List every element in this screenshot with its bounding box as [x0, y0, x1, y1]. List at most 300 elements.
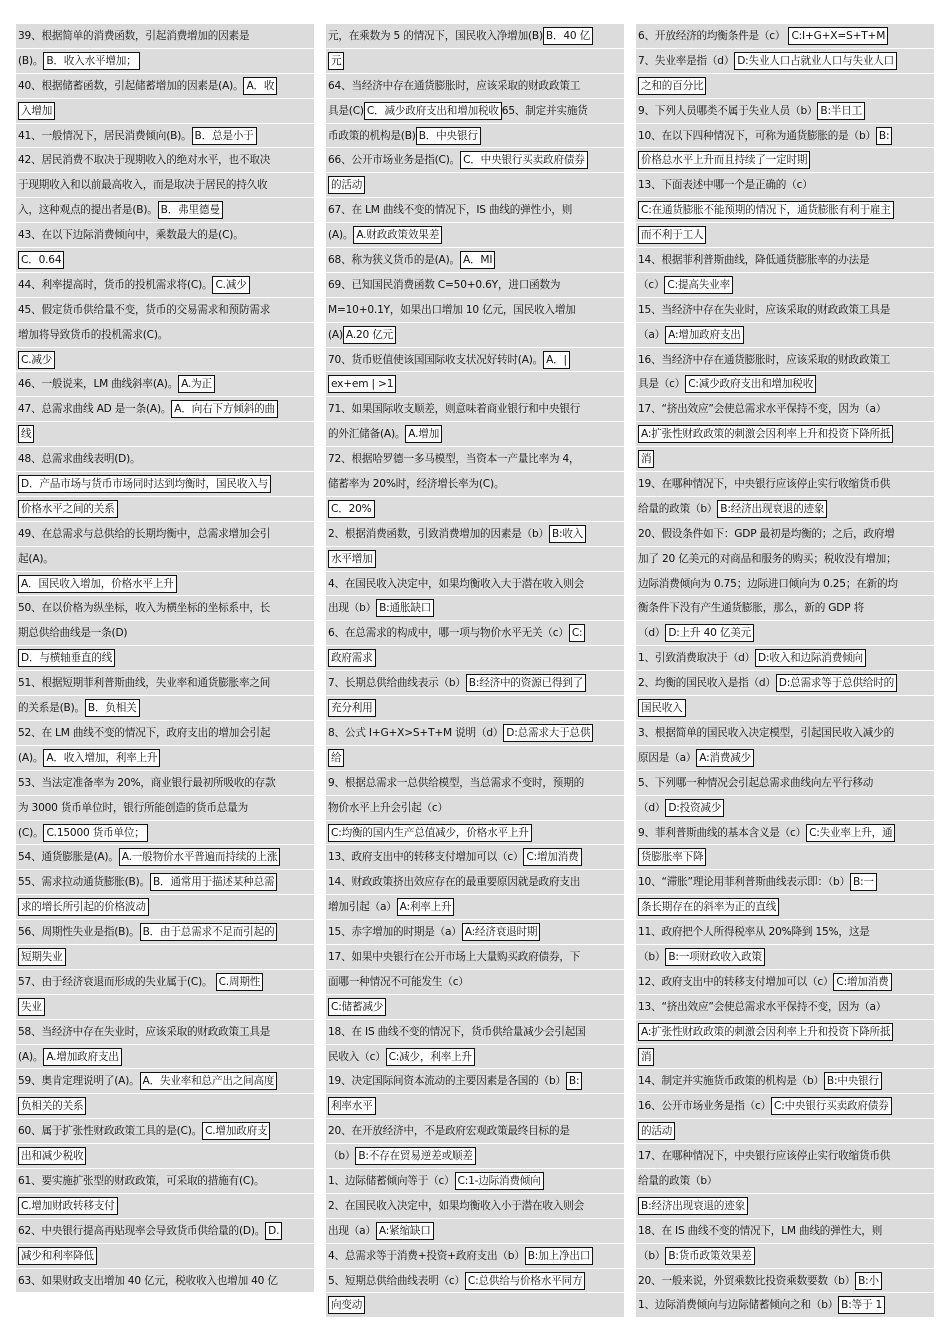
answer-box: 的活动 [638, 1122, 675, 1140]
text-line [326, 646, 624, 671]
text-line [16, 348, 314, 373]
question-text: 10、“滞胀”理论用菲利普斯曲线表示即：（b） [638, 876, 850, 889]
text-line [16, 497, 314, 522]
question-text: 60、属于扩张性财政政策工具的是(C)。 [18, 1125, 203, 1138]
question-text: 民收入（c） [328, 1050, 386, 1063]
text-line [636, 646, 934, 671]
answer-box: C:中央银行买卖政府债券 [771, 1097, 892, 1115]
answer-box: A:利率上升 [397, 898, 455, 916]
text-line [16, 1045, 314, 1070]
text-line [326, 821, 624, 846]
question-text: 的外汇储备(A)。 [328, 428, 406, 441]
question-text: 49、在总需求与总供给的长期均衡中，总需求增加会引 [18, 527, 271, 540]
answer-box: A．失业率和总产出之间高度 [140, 1072, 278, 1090]
question-text: 面哪一种情况不可能发生（c） [328, 975, 469, 988]
answer-box: C．中央银行买卖政府债券 [460, 151, 588, 169]
text-line [326, 920, 624, 945]
question-text: 66、公开市场业务是指(C)。 [328, 154, 461, 167]
question-text: 币政策的机构是(B) [328, 129, 416, 142]
text-line [326, 223, 624, 248]
text-line [16, 796, 314, 821]
question-text: 增加将导致货币的投机需求(C)。 [18, 328, 169, 341]
answer-box: A.一般物价水平普遍而持续的上涨 [119, 848, 281, 866]
text-line [326, 945, 624, 970]
text-line [16, 1169, 314, 1194]
answer-box: D:总需求大于总供 [503, 724, 593, 742]
question-text: 50、在以价格为纵坐标，收入为横坐标的坐标系中，长 [18, 602, 271, 615]
question-text: 6、开放经济的均衡条件是（c） [638, 30, 789, 42]
text-line [636, 1045, 934, 1070]
question-text: (A)。 [328, 229, 354, 242]
question-text: 9、根据总需求一总供给模型，当总需求不变时，预期的 [328, 776, 584, 789]
question-text: 1、引致消费取决于（d） [638, 652, 756, 665]
answer-box: C:减少政府支出和增加税收 [685, 375, 816, 393]
answer-box: 求的增长所引起的价格波动 [18, 898, 149, 916]
answer-box: 失业 [18, 998, 45, 1016]
answer-box: B．负相关 [85, 699, 140, 717]
text-line [326, 372, 624, 397]
column-middle [326, 24, 624, 1318]
answer-box: 线 [18, 425, 34, 443]
question-text: 55、需求拉动通货膨胀(B)。 [18, 876, 150, 889]
answer-box: C.15000 货币单位； [43, 824, 147, 842]
answer-box: C:总供给与价格水平同方 [465, 1272, 586, 1290]
answer-box: 消 [638, 1048, 654, 1066]
text-line [636, 472, 934, 497]
question-text: 10、在以下四种情况下，可称为通货膨胀的是（b） [638, 129, 876, 142]
text-line [636, 796, 934, 821]
answer-box: 出和减少税收 [18, 1147, 86, 1165]
question-text: 39、根据简单的消费函数，引起消费增加的因素是 [18, 30, 250, 42]
question-text: 1、边际储蓄倾向等于（c） [328, 1174, 455, 1187]
text-line [16, 248, 314, 273]
answer-box: A．| [543, 351, 570, 369]
text-line [16, 198, 314, 223]
text-line [636, 746, 934, 771]
text-line [636, 148, 934, 173]
text-line [326, 1194, 624, 1219]
question-text: 衡条件下没有产生通货膨胀，那么，新的 GDP 将 [638, 602, 864, 615]
text-line [636, 348, 934, 373]
text-line [636, 1144, 934, 1169]
answer-box: 价格总水平上升而且持续了一定时期 [638, 151, 810, 169]
text-line [16, 1069, 314, 1094]
question-text: 53、当法定准备率为 20%，商业银行最初所吸收的存款 [18, 776, 276, 789]
question-text: （b） [328, 1150, 356, 1163]
text-line [636, 173, 934, 198]
question-text: 1、边际消费倾向与边际储蓄倾向之和（b） [638, 1299, 839, 1312]
text-line [636, 74, 934, 99]
answer-box: D．产品市场与货币市场同时达到均衡时，国民收入与 [18, 475, 271, 493]
answer-box: D:收入和边际消费倾向 [755, 649, 866, 667]
answer-box: D:失业人口占就业人口与失业人口 [734, 52, 897, 70]
text-line [326, 522, 624, 547]
answer-box: B．通常用于描述某种总需 [150, 873, 277, 891]
text-line [636, 845, 934, 870]
question-text: 14、制定并实施货币政策的机构是（b） [638, 1075, 824, 1088]
question-text: （c） [638, 278, 665, 291]
text-line [326, 721, 624, 746]
question-text: 56、周期性失业是指(B)。 [18, 926, 140, 939]
text-line [636, 522, 934, 547]
answer-box: C.减少 [212, 276, 249, 294]
text-line [16, 646, 314, 671]
text-line [636, 547, 934, 572]
answer-box: 负相关的关系 [18, 1097, 86, 1115]
text-line [16, 99, 314, 124]
question-text: 54、通货膨胀是(A)。 [18, 851, 119, 864]
answer-box: B．收入水平增加； [43, 52, 139, 70]
question-text: 为 3000 货币单位时，银行所能创造的货币总量为 [18, 801, 248, 814]
text-line [326, 1244, 624, 1269]
text-line [326, 572, 624, 597]
answer-box: B:收入 [549, 525, 586, 543]
answer-box: 价格水平之间的关系 [18, 500, 118, 518]
text-line [16, 1144, 314, 1169]
text-line [326, 422, 624, 447]
answer-box: 短期失业 [18, 948, 66, 966]
question-text: 45、假定货币供给量不变，货币的交易需求和预防需求 [18, 303, 271, 316]
text-line [16, 1244, 314, 1269]
text-line [326, 1094, 624, 1119]
text-line [326, 1020, 624, 1045]
text-line [16, 895, 314, 920]
text-line [16, 173, 314, 198]
question-text: 71、如果国际收支顺差，则意味着商业银行和中央银行 [328, 403, 581, 416]
answer-box: A．MI [460, 251, 495, 269]
question-text: 57、由于经济衰退而形成的失业属于(C)。 [18, 975, 216, 988]
answer-box: 的活动 [328, 176, 365, 194]
answer-box: A:消费减少 [696, 749, 754, 767]
text-line [326, 497, 624, 522]
question-text: 64、当经济中存在通货膨胀时，应该采取的财政政策工 [328, 79, 581, 92]
question-text: 13、政府支出中的转移支付增加可以（c） [328, 851, 524, 864]
question-text: 4、总需求等于消费+投资+政府支出（b） [328, 1249, 525, 1262]
text-line [16, 1094, 314, 1119]
answer-box: B:经济出现衰退的迹象 [638, 1197, 748, 1215]
text-line [16, 323, 314, 348]
question-text: 46、一般说来，LM 曲线斜率(A)。 [18, 378, 179, 391]
text-line [16, 671, 314, 696]
answer-box: B．由于总需求不足而引起的 [140, 923, 278, 941]
question-text: 于现期收入和以前最高收入，而是取决于居民的持久收 [18, 179, 268, 192]
answer-box: B:小 [855, 1272, 882, 1290]
question-text: 16、当经济中存在通货膨胀时，应该采取的财政政策工 [638, 353, 891, 366]
text-line [326, 1045, 624, 1070]
text-line [16, 422, 314, 447]
text-line [636, 1244, 934, 1269]
question-text: 期总供给曲线是一条(D) [18, 627, 128, 640]
question-text: 68、称为狭义货币的是(A)。 [328, 254, 460, 267]
question-text: 72、根据哈罗德一多马模型，当资本一产量比率为 4， [328, 453, 580, 466]
answer-box: A．向右下方倾斜的曲 [171, 400, 278, 418]
text-line [636, 771, 934, 796]
text-line [636, 323, 934, 348]
question-text: 5、下列哪一种情况会引起总需求曲线向左平行移动 [638, 776, 874, 789]
text-line [326, 298, 624, 323]
text-line [636, 995, 934, 1020]
question-text: 8、公式 I+G+X>S+T+M 说明（d） [328, 726, 504, 739]
question-text: 20、一般来说，外贸乘数比投资乘数要数（b） [638, 1274, 856, 1287]
question-text: 41、一般情况下，居民消费倾向(B)。 [18, 129, 192, 142]
question-text: 边际消费倾向为 0.75；边际进口倾向为 0.25；在新的均 [638, 577, 898, 590]
answer-box: A.增加 [405, 425, 442, 443]
answer-box: C:均衡的国内生产总值减少，价格水平上升 [328, 824, 532, 842]
question-text: 17、“挤出效应”会使总需求水平保持不变，因为（a） [638, 403, 887, 416]
answer-box: B:经济出现衰退的迹象 [717, 500, 827, 518]
question-text: 2、根据消费函数，引致消费增加的因素是（b） [328, 527, 549, 540]
text-line [16, 74, 314, 99]
question-text: 42、居民消费不取决于现期收入的绝对水平，也不取决 [18, 154, 271, 167]
text-line [326, 696, 624, 721]
answer-box: 充分利用 [328, 699, 376, 717]
text-line [326, 746, 624, 771]
answer-box: 货膨胀率下降 [638, 848, 706, 866]
text-line [326, 248, 624, 273]
answer-box: 条长期存在的斜率为正的直线 [638, 898, 779, 916]
question-text: 58、当经济中存在失业时，应该采取的财政政策工具是 [18, 1025, 271, 1038]
text-line [636, 447, 934, 472]
text-line [326, 547, 624, 572]
question-text: 增加引起（a） [328, 901, 397, 914]
text-line [326, 995, 624, 1020]
text-line [16, 124, 314, 149]
text-line [326, 870, 624, 895]
text-line [636, 1069, 934, 1094]
question-text: 20、假设条件如下：GDP 最初是均衡的；之后，政府增 [638, 527, 895, 540]
text-line [636, 945, 934, 970]
answer-box: C:在通货膨胀不能预期的情况下，通货膨胀有利于雇主 [638, 201, 894, 219]
answer-box: A:紧缩缺口 [376, 1222, 434, 1240]
answer-box: C.周期性 [216, 973, 264, 991]
question-text: 17、在哪种情况下，中央银行应该停止实行收缩货币供 [638, 1150, 891, 1163]
question-text: (A) [328, 328, 343, 341]
question-text: (B)。 [18, 54, 44, 67]
text-line [16, 447, 314, 472]
text-line [636, 24, 934, 49]
text-line [326, 671, 624, 696]
text-line [636, 1094, 934, 1119]
answer-box: 向变动 [328, 1296, 365, 1314]
question-text: 3、根据简单的国民收入决定模型，引起国民收入减少的 [638, 726, 894, 739]
text-line [16, 845, 314, 870]
question-text: 出现（a） [328, 1224, 376, 1237]
answer-box: 之和的百分比 [638, 77, 706, 95]
column-right [636, 24, 934, 1318]
text-line [326, 1219, 624, 1244]
text-line [16, 1219, 314, 1244]
text-line [16, 49, 314, 74]
question-text: （d） [638, 801, 666, 814]
question-text: 16、公开市场业务是指（c） [638, 1100, 772, 1113]
question-text: 15、当经济中存在失业时，应该采取的财政政策工具是 [638, 303, 891, 316]
text-line [16, 273, 314, 298]
question-text: 59、奥肯定理说明了(A)。 [18, 1075, 140, 1088]
text-line [16, 547, 314, 572]
question-text: 61、要实施扩张型的财政政策，可采取的措施有(C)。 [18, 1174, 265, 1187]
question-text: （b） [638, 1249, 666, 1262]
answer-box: 水平增加 [328, 550, 376, 568]
question-text: （a） [638, 328, 666, 341]
text-line [16, 771, 314, 796]
text-line [16, 24, 314, 49]
text-line [636, 671, 934, 696]
answer-box: 国民收入 [638, 699, 686, 717]
question-text: 48、总需求曲线表明(D)。 [18, 453, 141, 466]
text-line [636, 1194, 934, 1219]
answer-box: C:储蓄减少 [328, 998, 386, 1016]
text-line [326, 1169, 624, 1194]
answer-box: A．收入增加，利率上升 [43, 749, 160, 767]
answer-box: ex+em | >1 [328, 375, 396, 393]
answer-box: B:等于 1 [838, 1296, 885, 1314]
question-text: 47、总需求曲线 AD 是一条(A)。 [18, 403, 172, 416]
text-line [636, 696, 934, 721]
answer-box: C:1-边际消费倾向 [455, 1172, 544, 1190]
answer-box: C:增加消费 [523, 848, 581, 866]
answer-box: 给 [328, 749, 344, 767]
answer-box: 消 [638, 450, 654, 468]
text-line [326, 895, 624, 920]
question-text: 44、利率提高时，货币的投机需求将(C)。 [18, 278, 213, 291]
text-line [636, 621, 934, 646]
text-line [636, 49, 934, 74]
question-text: 51、根据短期菲利普斯曲线，失业率和通货膨胀率之间 [18, 677, 271, 690]
text-line [326, 348, 624, 373]
answer-box: C．减少政府支出和增加税收 [364, 102, 502, 120]
answer-box: C:失业率上升，通 [806, 824, 895, 842]
text-line [326, 596, 624, 621]
text-line [326, 796, 624, 821]
question-text: 具是（c） [638, 378, 686, 391]
question-text: 物价水平上升会引起（c） [328, 801, 448, 814]
text-line [326, 447, 624, 472]
text-line [636, 223, 934, 248]
text-line [636, 970, 934, 995]
answer-box: C:减少，利率上升 [386, 1048, 475, 1066]
text-line [636, 1269, 934, 1294]
answer-box: B．中央银行 [416, 127, 481, 145]
answer-box: D:上升 40 亿美元 [665, 624, 754, 642]
text-line [326, 273, 624, 298]
answer-box: C．20% [328, 500, 375, 518]
question-text: （b） [638, 950, 666, 963]
text-line [16, 945, 314, 970]
text-line [16, 721, 314, 746]
text-line [16, 223, 314, 248]
answer-box: D:总需求等于总供给时的 [776, 674, 897, 692]
text-line [636, 248, 934, 273]
question-text: 40、根据储蓄函数，引起储蓄增加的因素是(A)。 [18, 79, 244, 92]
question-text: 9、下列人员哪类不属于失业人员（b） [638, 104, 818, 117]
text-line [636, 1020, 934, 1045]
question-text: 7、失业率是指（d） [638, 54, 735, 67]
text-line [16, 596, 314, 621]
question-text: 2、在国民收入决定中，如果均衡收入小于潜在收入则会 [328, 1199, 584, 1212]
answer-box: D:投资减少 [665, 799, 724, 817]
text-line [326, 99, 624, 124]
text-line [636, 397, 934, 422]
text-line [16, 696, 314, 721]
text-line [326, 323, 624, 348]
answer-box: C: [569, 624, 586, 642]
text-line [636, 273, 934, 298]
answer-box: B．弗里德曼 [158, 201, 223, 219]
text-line [326, 472, 624, 497]
answer-box: A．收 [243, 77, 277, 95]
question-text: 70、货币贬值使该国国际收支状况好转时(A)。 [328, 353, 544, 366]
text-line [326, 198, 624, 223]
answer-box: B:加上净出口 [525, 1247, 593, 1265]
question-text: 19、决定国际间资本流动的主要因素是各国的（b） [328, 1075, 566, 1088]
answer-box: 而不利于工人 [638, 226, 706, 244]
text-line [636, 422, 934, 447]
question-text: 起(A)。 [18, 552, 54, 565]
question-text: 具是(C) [328, 104, 364, 117]
text-line [636, 721, 934, 746]
question-text: 14、根据菲利普斯曲线，降低通货膨胀率的办法是 [638, 254, 870, 267]
text-line [326, 173, 624, 198]
text-line [326, 49, 624, 74]
text-line [16, 298, 314, 323]
text-line [326, 124, 624, 149]
answer-box: A:经济衰退时期 [462, 923, 541, 941]
answer-box: C.增加政府支 [202, 1122, 270, 1140]
text-line [326, 148, 624, 173]
answer-box: B:半日工 [817, 102, 865, 120]
answer-box: B: [876, 127, 892, 145]
text-line [326, 1269, 624, 1294]
text-line [16, 1020, 314, 1045]
text-line [326, 24, 624, 49]
text-line [16, 870, 314, 895]
question-text: 11、政府把个人所得税率从 20%降到 15%，这是 [638, 926, 870, 939]
question-text: M=10+0.1Y，如果出口增加 10 亿元，国民收入增加 [328, 303, 576, 316]
answer-box: B:一 [850, 873, 877, 891]
text-line [16, 821, 314, 846]
text-line [326, 74, 624, 99]
answer-box: D. [265, 1222, 282, 1240]
text-line [16, 397, 314, 422]
question-text: 62、中央银行提高再贴现率会导致货币供给量的(D)。 [18, 1224, 266, 1237]
text-line [636, 372, 934, 397]
question-text: 出现（b） [328, 602, 377, 615]
text-line [16, 148, 314, 173]
text-line [636, 895, 934, 920]
answer-box: A.增加政府支出 [43, 1048, 121, 1066]
question-text: 13、下面表述中哪一个是正确的（c） [638, 179, 813, 192]
text-line [636, 572, 934, 597]
question-text: (A)。 [18, 1050, 44, 1063]
text-line [16, 746, 314, 771]
question-text: 19、在哪种情况下，中央银行应该停止实行收缩货币供 [638, 478, 891, 491]
answer-box: 减少和利率降低 [18, 1247, 97, 1265]
answer-box: 政府需求 [328, 649, 376, 667]
question-text: 5、短期总供给曲线表明（c） [328, 1274, 465, 1287]
text-line [636, 99, 934, 124]
answer-box: A.为正 [178, 375, 215, 393]
text-line [636, 920, 934, 945]
answer-box: C:增加消费 [833, 973, 891, 991]
text-line [636, 1293, 934, 1318]
text-line [326, 970, 624, 995]
text-line [636, 198, 934, 223]
text-line [636, 1119, 934, 1144]
text-line [326, 1069, 624, 1094]
text-line [16, 472, 314, 497]
question-text: 67、在 LM 曲线不变的情况下，IS 曲线的弹性小，则 [328, 204, 573, 217]
answer-box: C:I+G+X=S+T+M [788, 27, 888, 45]
